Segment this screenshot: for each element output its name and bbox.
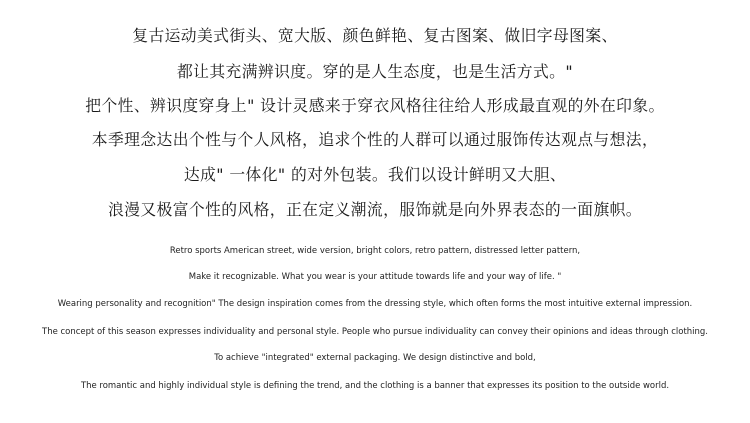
chinese-line-1: 复古运动美式街头、宽大版、颜色鲜艳、复古图案、做旧字母图案、 bbox=[132, 26, 618, 45]
chinese-line-6: 浪漫又极富个性的风格，正在定义潮流，服饰就是向外界表态的一面旗帜。 bbox=[107, 200, 642, 219]
chinese-line-2: 都让其充满辨识度。穿的是人生态度，也是生活方式。" bbox=[176, 62, 574, 81]
english-line-1: Retro sports American street, wide version, bright colors, retro pattern, distressed letter pattern, bbox=[169, 246, 581, 256]
english-line-3: Wearing personality and recognition" The design inspiration comes from the dressing style, which often forms the most intuitive external impression. bbox=[57, 299, 693, 309]
chinese-line-3: 把个性、辨识度穿身上" 设计灵感来于穿衣风格往往给人形成最直观的外在印象。 bbox=[85, 96, 665, 115]
english-line-6: The romantic and highly individual style is defining the trend, and the clothing is a banner that expresses its position to the outside world. bbox=[80, 381, 670, 391]
english-line-4: The concept of this season expresses individuality and personal style. People who pursue individuality can convey their opinions and ideas through clothing. bbox=[42, 327, 708, 337]
chinese-line-4: 本季理念达出个性与个人风格，追求个性的人群可以通过服饰传达观点与想法， bbox=[91, 130, 659, 149]
english-line-2: Make it recognizable. What you wear is your attitude towards life and your way of life. " bbox=[188, 272, 562, 282]
english-line-5: To achieve "integrated" external packaging. We design distinctive and bold, bbox=[214, 353, 536, 363]
chinese-line-5: 达成" 一体化" 的对外包装。我们以设计鲜明又大胆、 bbox=[183, 165, 567, 184]
